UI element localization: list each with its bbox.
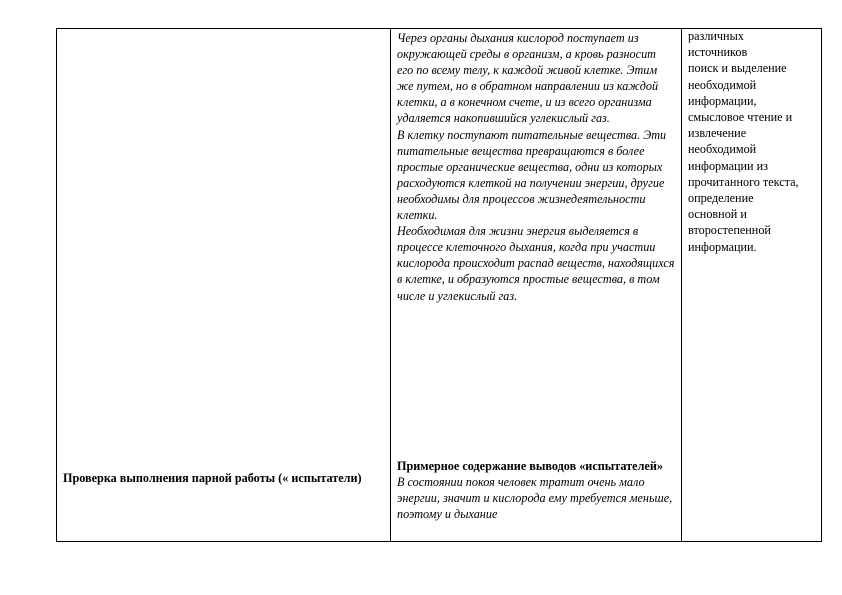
conclusions-block — [397, 458, 675, 522]
skills-line: прочитанного текста, — [688, 174, 799, 189]
content-paragraph: Через органы дыхания кислород поступает из окружающей среды в организм, а кровь разносит его по всему телу, к каждой живой клетке. Этим же путем, но в обратном направлении из каждой клетки, а в конечном счете, и из всего организма удаляется накопившийся углекислый газ. — [397, 31, 659, 126]
conclusions-heading: Примерное содержание выводов «испытателей» — [397, 459, 663, 473]
skills-line: источников — [688, 45, 748, 60]
skills-line: основной и — [688, 207, 747, 222]
skills-line: информации из — [688, 158, 768, 173]
skills-line: смысловое чтение и — [688, 110, 793, 125]
skills-line: необходимой — [688, 77, 757, 92]
conclusions-text: В состоянии покоя человек тратит очень мало энергии, значит и кислорода ему требуется меньше, поэтому и дыхание — [397, 475, 673, 521]
skills-line: второстепенной — [688, 223, 771, 238]
skills-line: информации, — [688, 93, 757, 108]
skills-line: поиск и выделение — [688, 61, 787, 76]
skills-line: извлечение — [688, 126, 747, 141]
stage-title: Проверка выполнения парной работы (« испытатели) — [63, 471, 362, 485]
content-paragraph: В клетку поступают питательные вещества. Эти питательные вещества превращаются в более простые органические вещества, одни из которых расходуются клеткой на получении энергии, другие необходимы для процессов жизнедеятельности клетки. — [397, 127, 667, 223]
skills-text — [688, 29, 816, 255]
content-cell — [391, 29, 681, 541]
content-paragraph: Необходимая для жизни энергия выделяется в процессе клеточного дыхания, когда при участии кислорода происходит распад веществ, находящихся в клетке, и образуются простые вещества, в том числе и углекислый газ. — [397, 224, 675, 303]
lesson-table — [56, 28, 822, 542]
skills-line: определение — [688, 191, 754, 206]
skills-cell — [682, 29, 822, 541]
skills-line: необходимой — [688, 142, 757, 157]
skills-line: информации. — [688, 239, 757, 254]
skills-line: различных — [688, 29, 744, 43]
content-text — [397, 30, 675, 304]
stage-cell — [57, 29, 390, 541]
